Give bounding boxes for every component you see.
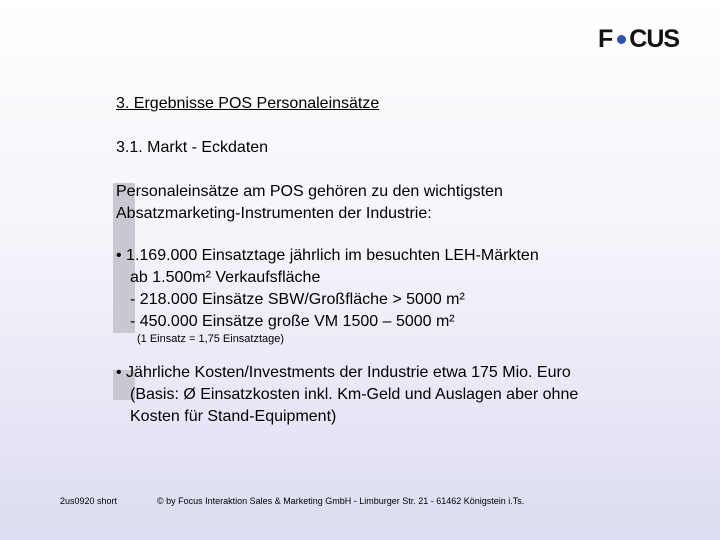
subsection-heading: 3.1. Markt - Eckdaten	[116, 139, 269, 156]
bullet1-line3: - 218.000 Einsätze SBW/Großfläche > 5000 m²	[130, 291, 465, 308]
bullet1-line4: - 450.000 Einsätze große VM 1500 – 5000 m²	[130, 313, 455, 330]
bullet2-line3: Kosten für Stand-Equipment)	[130, 408, 337, 425]
intro-line-2: Absatzmarketing-Instrumenten der Industrie:	[116, 205, 432, 222]
bullet2-line1: • Jährliche Kosten/Investments der Industrie etwa 175 Mio. Euro	[116, 364, 571, 381]
intro-line-1: Personaleinsätze am POS gehören zu den wichtigsten	[116, 183, 503, 200]
bullet1-note: (1 Einsatz = 1,75 Einsatztage)	[137, 333, 285, 345]
bullet1-line1: • 1.169.000 Einsatztage jährlich im besuchten LEH-Märkten	[116, 247, 539, 264]
logo-letters-cus: CUS	[629, 25, 680, 53]
footer-copyright: © by Focus Interaktion Sales & Marketing GmbH - Limburger Str. 21 - 61462 Königstein i.Ts.	[157, 496, 525, 506]
footer-code: 2us0920 short	[60, 496, 118, 506]
section-heading: 3. Ergebnisse POS Personaleinsätze	[116, 95, 380, 112]
bullet2-line2: (Basis: Ø Einsatzkosten inkl. Km-Geld und Auslagen aber ohne	[130, 386, 579, 403]
bullet1-line2: ab 1.500m² Verkaufsfläche	[130, 269, 321, 286]
logo-letter-f: F	[598, 25, 613, 53]
logo-dot-icon	[617, 35, 626, 44]
focus-logo	[598, 26, 690, 52]
